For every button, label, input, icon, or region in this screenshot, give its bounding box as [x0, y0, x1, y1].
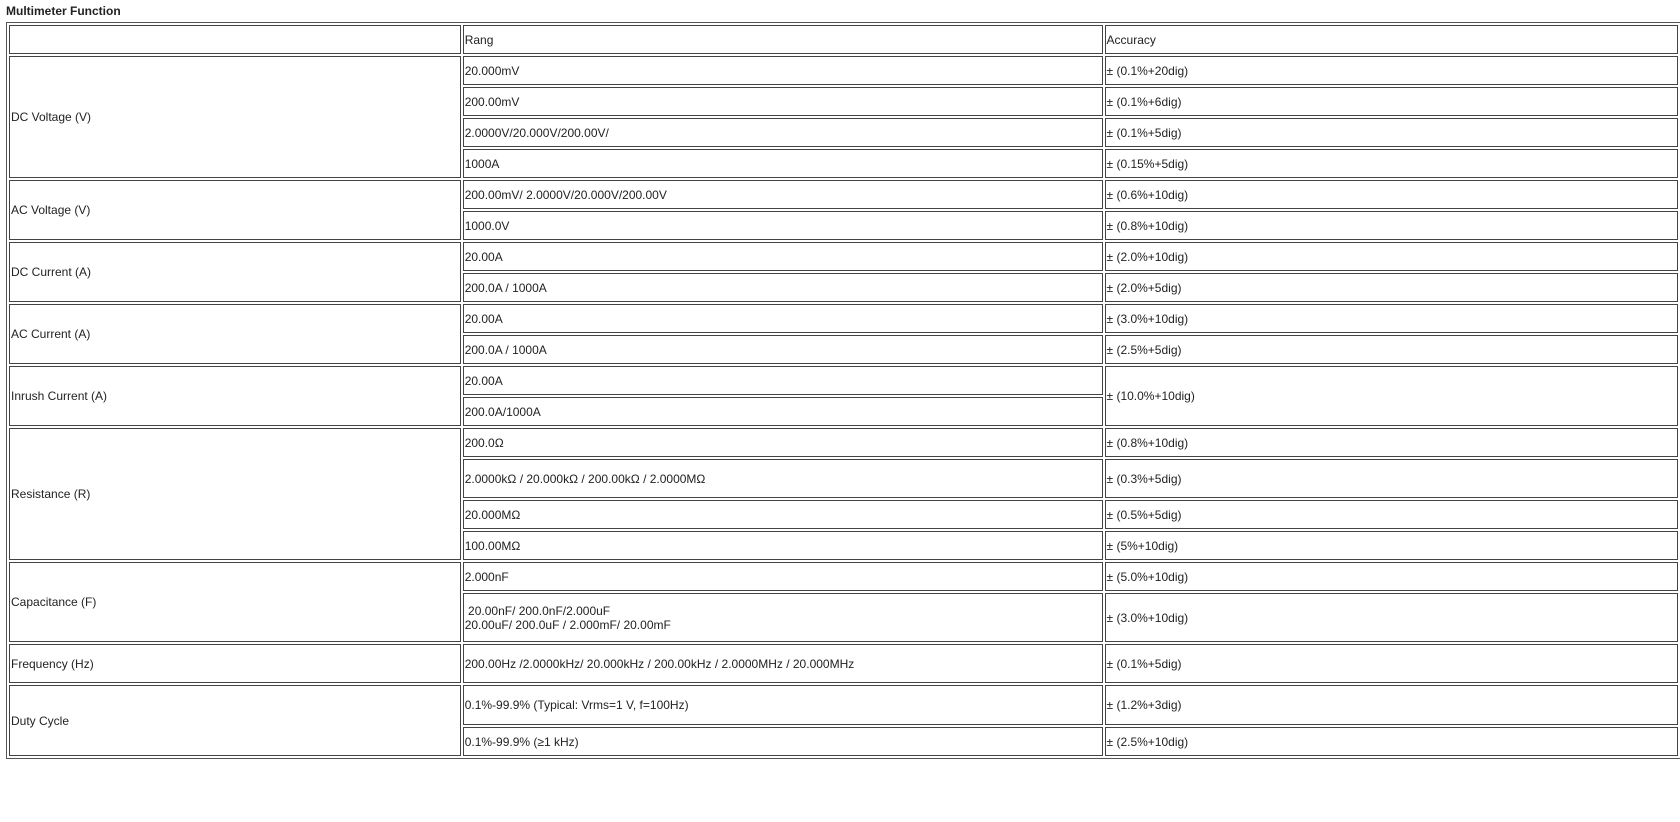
header-function [9, 25, 461, 54]
accuracy-cell: ± (0.8%+10dig) [1105, 211, 1678, 240]
function-label: Capacitance (F) [9, 562, 461, 642]
table-row [9, 428, 1678, 457]
page-title: Multimeter Function [6, 4, 121, 18]
accuracy-cell: ± (10.0%+10dig) [1105, 366, 1678, 426]
table-row [9, 685, 1678, 725]
table-row [9, 644, 1678, 683]
range-cell: 20.00nF/ 200.0nF/2.000uF 20.00uF/ 200.0uF / 2.000mF/ 20.00mF [463, 593, 1103, 642]
function-label: Resistance (R) [9, 428, 461, 560]
accuracy-cell: ± (0.8%+10dig) [1105, 428, 1678, 457]
accuracy-cell: ± (3.0%+10dig) [1105, 304, 1678, 333]
accuracy-cell: ± (1.2%+3dig) [1105, 685, 1678, 725]
header-accuracy: Accuracy [1105, 25, 1678, 54]
range-cell: 2.0000kΩ / 20.000kΩ / 200.00kΩ / 2.0000MΩ [463, 459, 1103, 498]
range-cell: 0.1%-99.9% (≥1 kHz) [463, 727, 1103, 756]
range-cell: 200.0Ω [463, 428, 1103, 457]
function-label: DC Voltage (V) [9, 56, 461, 178]
accuracy-cell: ± (0.1%+5dig) [1105, 644, 1678, 683]
accuracy-cell: ± (0.1%+5dig) [1105, 118, 1678, 147]
accuracy-cell: ± (0.1%+20dig) [1105, 56, 1678, 85]
accuracy-cell: ± (0.15%+5dig) [1105, 149, 1678, 178]
range-cell: 200.00mV/ 2.0000V/20.000V/200.00V [463, 180, 1103, 209]
function-label: AC Current (A) [9, 304, 461, 364]
range-cell: 0.1%-99.9% (Typical: Vrms=1 V, f=100Hz) [463, 685, 1103, 725]
range-cell: 20.000mV [463, 56, 1103, 85]
accuracy-cell: ± (5.0%+10dig) [1105, 562, 1678, 591]
range-cell: 200.0A / 1000A [463, 273, 1103, 302]
range-cell: 100.00MΩ [463, 531, 1103, 560]
range-cell: 200.0A / 1000A [463, 335, 1103, 364]
table-row [9, 180, 1678, 209]
function-label: Frequency (Hz) [9, 644, 461, 683]
table-row [9, 56, 1678, 85]
function-label: DC Current (A) [9, 242, 461, 302]
accuracy-cell: ± (2.0%+10dig) [1105, 242, 1678, 271]
range-cell: 20.00A [463, 366, 1103, 395]
table-row [9, 366, 1678, 395]
range-cell: 2.0000V/20.000V/200.00V/ [463, 118, 1103, 147]
accuracy-cell: ± (0.6%+10dig) [1105, 180, 1678, 209]
accuracy-cell: ± (0.1%+6dig) [1105, 87, 1678, 116]
accuracy-cell: ± (2.5%+10dig) [1105, 727, 1678, 756]
table-row [9, 304, 1678, 333]
function-label: Duty Cycle [9, 685, 461, 756]
function-label: Inrush Current (A) [9, 366, 461, 426]
accuracy-cell: ± (0.5%+5dig) [1105, 500, 1678, 529]
accuracy-cell: ± (2.5%+5dig) [1105, 335, 1678, 364]
spec-table [6, 22, 1680, 759]
accuracy-cell: ± (0.3%+5dig) [1105, 459, 1678, 498]
range-cell: 200.00Hz /2.0000kHz/ 20.000kHz / 200.00kHz / 2.0000MHz / 20.000MHz [463, 644, 1103, 683]
range-cell: 20.00A [463, 304, 1103, 333]
range-cell: 200.00mV [463, 87, 1103, 116]
accuracy-cell: ± (5%+10dig) [1105, 531, 1678, 560]
accuracy-cell: ± (3.0%+10dig) [1105, 593, 1678, 642]
table-header-row [9, 25, 1678, 54]
range-cell: 1000A [463, 149, 1103, 178]
header-range: Rang [463, 25, 1103, 54]
range-cell: 200.0A/1000A [463, 397, 1103, 426]
table-row [9, 562, 1678, 591]
range-cell: 1000.0V [463, 211, 1103, 240]
range-cell: 20.000MΩ [463, 500, 1103, 529]
range-cell: 2.000nF [463, 562, 1103, 591]
function-label: AC Voltage (V) [9, 180, 461, 240]
accuracy-cell: ± (2.0%+5dig) [1105, 273, 1678, 302]
range-cell: 20.00A [463, 242, 1103, 271]
table-row [9, 242, 1678, 271]
